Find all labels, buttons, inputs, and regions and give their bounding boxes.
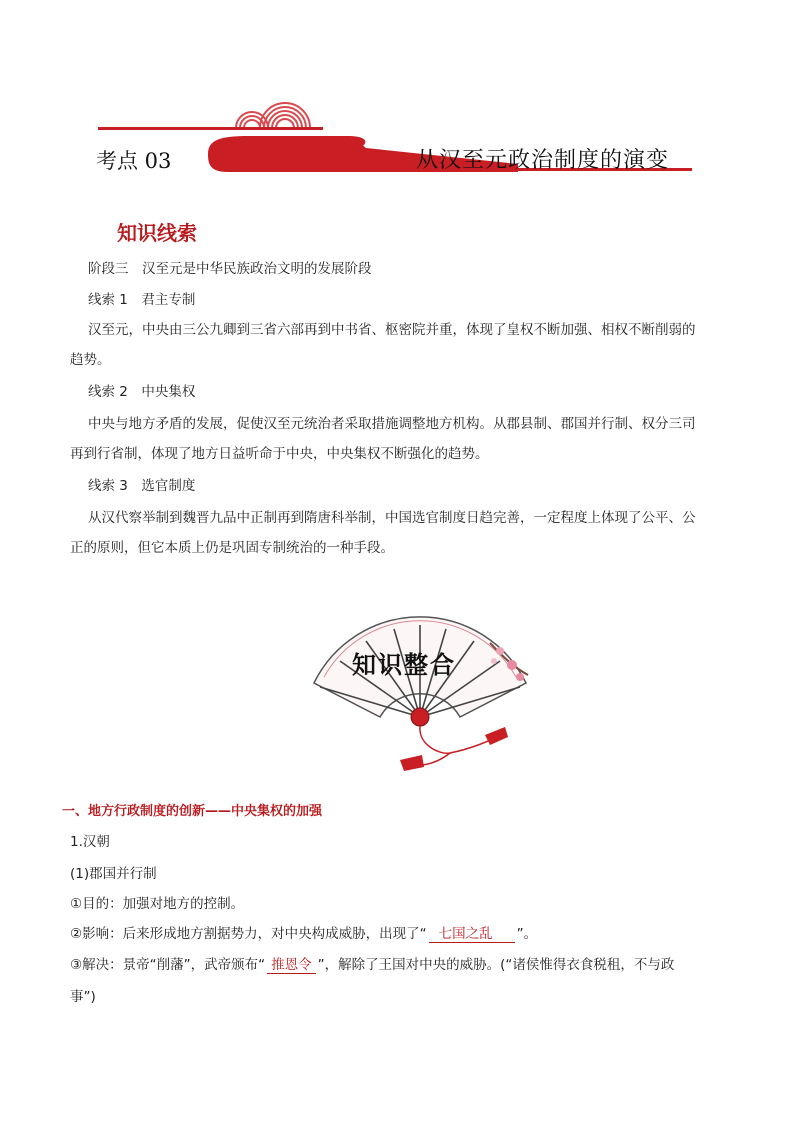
clue-1-text-line1: 汉至元，中央由三公九卿到三省六部再到中书省、枢密院并重，体现了皇权不断加强、相权不断削弱的 xyxy=(88,322,696,338)
dynasty-line: 1.汉朝 xyxy=(70,834,110,850)
solution-line xyxy=(70,953,674,974)
clue-2-text-line2: 再到行省制，体现了地方日益听命于中央，中央集权不断强化的趋势。 xyxy=(70,446,489,462)
clue-1-label: 线索 1 君主专制 xyxy=(88,292,196,308)
impact-suffix: ”。 xyxy=(516,926,538,942)
subheading-line: (1)郡国并行制 xyxy=(70,866,157,882)
fan-graphic xyxy=(300,605,540,780)
clue-3-text-line1: 从汉代察举制到魏晋九品中正制再到隋唐科举制，中国选官制度日趋完善，一定程度上体现了公平、公 xyxy=(88,510,696,526)
clue-3-label: 线索 3 选官制度 xyxy=(88,478,196,494)
impact-prefix: ②影响：后来形成地方割据势力，对中央构成威胁，出现了“ xyxy=(70,926,427,942)
kaodian-label: 考点 03 xyxy=(96,149,172,173)
section-heading: 知识线索 xyxy=(117,221,197,245)
impact-line xyxy=(70,922,537,943)
fan-caption: 知识整合 xyxy=(352,650,456,679)
impact-answer-blank: 七国之乱 xyxy=(429,922,515,943)
clue-2-label: 线索 2 中央集权 xyxy=(88,384,196,400)
solution-line-2: 事”) xyxy=(70,989,96,1005)
integration-heading: 一、地方行政制度的创新——中央集权的加强 xyxy=(62,804,323,819)
solution-suffix: ”，解除了王国对中央的威胁。(“诸侯惟得衣食税租，不与政 xyxy=(317,957,675,973)
clue-2-text-line1: 中央与地方矛盾的发展，促使汉至元统治者采取措施调整地方机构。从郡县制、郡国并行制、权分三司 xyxy=(88,416,696,432)
solution-prefix: ③解决：景帝“削藩”，武帝颁布“ xyxy=(70,957,266,973)
fan-illustration xyxy=(300,605,540,780)
clue-3-text-line2: 正的原则，但它本质上仍是巩固专制统治的一种手段。 xyxy=(70,540,394,556)
stage-line: 阶段三 汉至元是中华民族政治文明的发展阶段 xyxy=(88,261,372,277)
solution-answer-blank: 推恩令 xyxy=(267,953,316,974)
purpose-line: ①目的：加强对地方的控制。 xyxy=(70,896,245,912)
page-title: 从汉至元政治制度的演变 xyxy=(416,148,670,173)
clue-1-text-line2: 趋势。 xyxy=(70,352,111,368)
